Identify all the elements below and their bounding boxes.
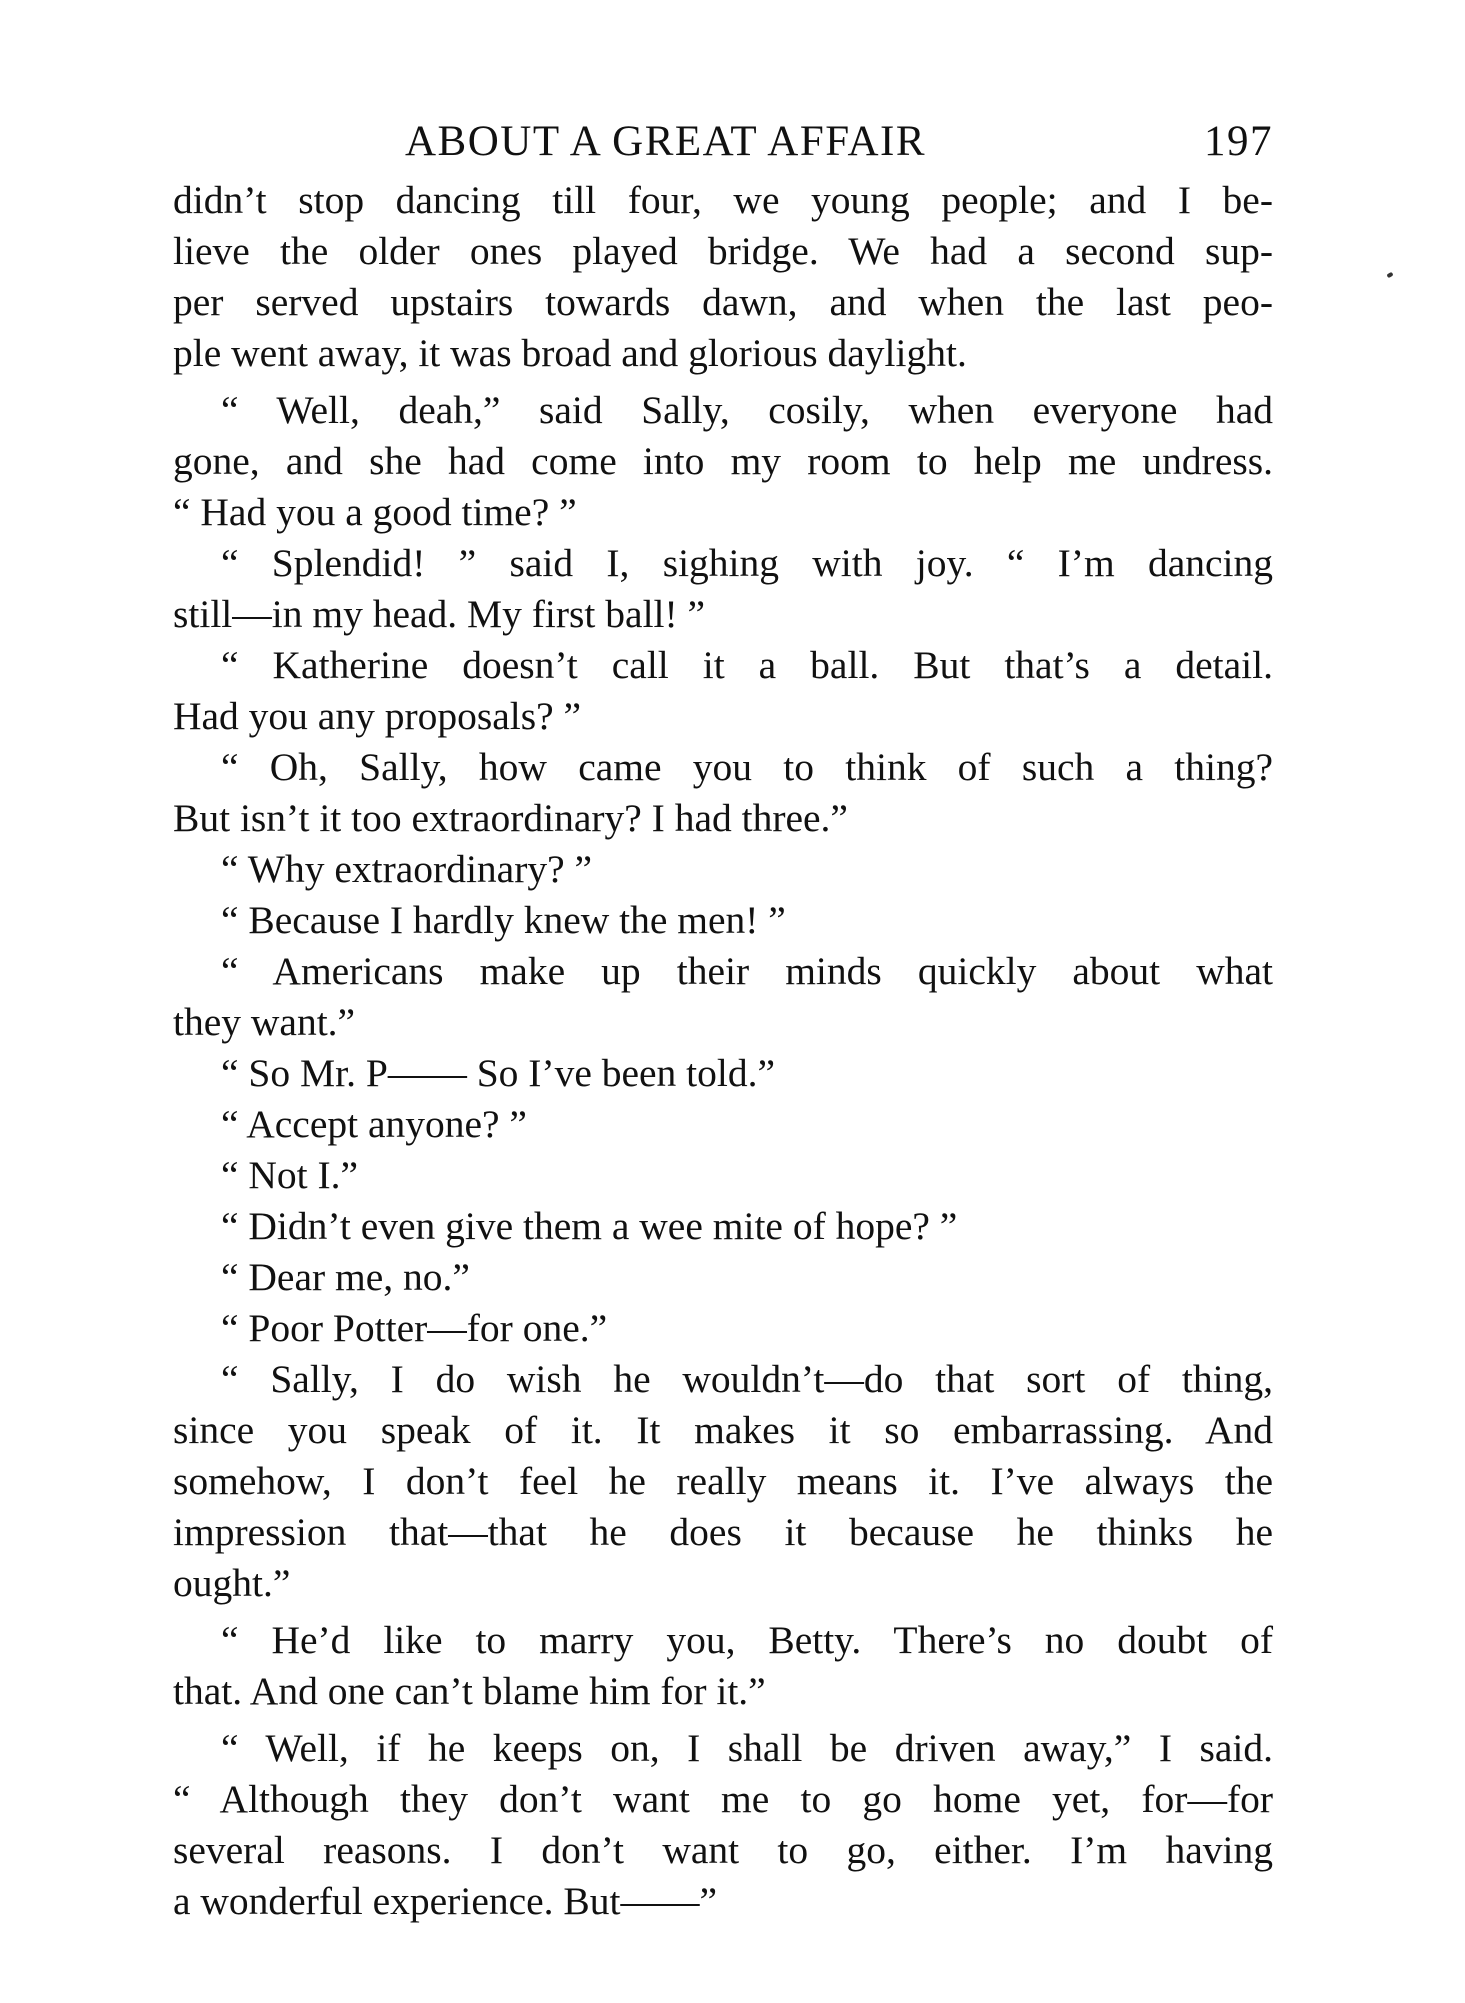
text-line: impression that—that he does it because he thinks he (173, 1510, 1273, 1554)
text-line: “ Sally, I do wish he wouldn’t—do that sort of thing, (221, 1357, 1273, 1401)
text-line: per served upstairs towards dawn, and when the last peo- (173, 280, 1273, 324)
text-line: “ Well, if he keeps on, I shall be driven away,” I said. (221, 1726, 1273, 1770)
text-line: ought.” (173, 1561, 291, 1605)
page-header (173, 105, 1273, 175)
text-line: lieve the older ones played bridge. We had a second sup- (173, 229, 1273, 273)
book-page (173, 105, 1273, 1927)
text-line: “ Dear me, no.” (221, 1255, 470, 1299)
text-line: didn’t stop dancing till four, we young people; and I be- (173, 178, 1273, 222)
text-line: “ Accept anyone? ” (221, 1102, 527, 1146)
text-line: “ Oh, Sally, how came you to think of such a thing? (221, 745, 1273, 789)
text-line: “ Had you a good time? ” (173, 490, 577, 534)
text-line: “ Americans make up their minds quickly about what (221, 949, 1273, 993)
text-line: gone, and she had come into my room to help me undress. (173, 439, 1273, 483)
text-line: “ He’d like to marry you, Betty. There’s no doubt of (221, 1618, 1273, 1662)
text-line: “ Katherine doesn’t call it a ball. But that’s a detail. (221, 643, 1273, 687)
page-number: 197 (1204, 118, 1273, 165)
text-line: “ Because I hardly knew the men! ” (221, 898, 786, 942)
text-line: a wonderful experience. But——” (173, 1879, 718, 1923)
text-line: “ Not I.” (221, 1153, 359, 1197)
text-line: somehow, I don’t feel he really means it. I’ve always the (173, 1459, 1273, 1503)
text-line: that. And one can’t blame him for it.” (173, 1669, 766, 1713)
text-line: But isn’t it too extraordinary? I had three.” (173, 796, 848, 840)
ink-speck (1386, 272, 1393, 278)
text-line: Had you any proposals? ” (173, 694, 582, 738)
text-line: “ Splendid! ” said I, sighing with joy. “ I’m dancing (221, 541, 1273, 585)
text-line: since you speak of it. It makes it so embarrassing. And (173, 1408, 1273, 1452)
text-line: they want.” (173, 1000, 356, 1044)
body-text (173, 175, 1273, 1927)
running-title: ABOUT A GREAT AFFAIR (405, 118, 927, 165)
text-line: several reasons. I don’t want to go, either. I’m having (173, 1828, 1273, 1872)
text-line: “ So Mr. P—— So I’ve been told.” (221, 1051, 776, 1095)
text-line: “ Why extraordinary? ” (221, 847, 593, 891)
text-line: “ Well, deah,” said Sally, cosily, when everyone had (221, 388, 1273, 432)
text-line: “ Poor Potter—for one.” (221, 1306, 608, 1350)
text-line: “ Although they don’t want me to go home yet, for—for (173, 1777, 1273, 1821)
text-line: “ Didn’t even give them a wee mite of hope? ” (221, 1204, 958, 1248)
text-line: ple went away, it was broad and glorious daylight. (173, 331, 967, 375)
text-line: still—in my head. My first ball! ” (173, 592, 706, 636)
